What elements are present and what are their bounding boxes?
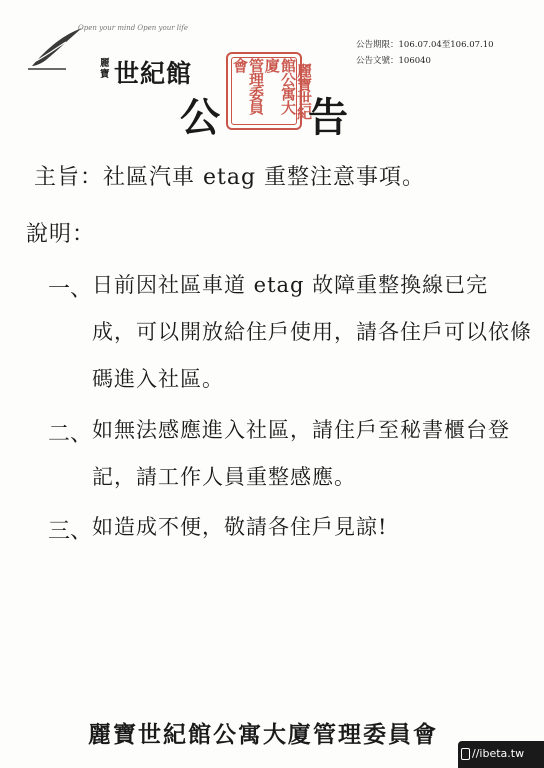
title-char-right: 告 — [308, 94, 348, 141]
item-text: 如無法感應進入社區，請住戶至秘書櫃台登記，請工作人員重整感應。 — [92, 418, 510, 489]
explanation-label: 說明： — [26, 222, 96, 247]
doc-number: 106040 — [398, 56, 431, 66]
title-char-left: 公 — [180, 94, 220, 141]
notice-period-label: 公告期限： — [356, 40, 399, 50]
seal-column-2: 館公寓大廈 — [263, 58, 297, 114]
committee-signature: 麗寶世紀館公寓大廈管理委員會 — [88, 721, 438, 748]
official-seal — [226, 52, 313, 130]
notice-subject: 主旨：社區汽車 etag 重整注意事項。 — [34, 165, 426, 190]
company-logo — [26, 22, 193, 88]
notice-period: 106.07.04至106.07.10 — [398, 40, 494, 50]
item-text: 日前因社區車道 etag 故障重整換線已完成，可以開放給住戶使用，請各住戶可以依條碼進入社區。 — [92, 273, 532, 391]
logo-slogan: Open your mind Open your life — [78, 24, 188, 32]
watermark-icon — [461, 748, 470, 760]
item-number: 三、 — [48, 519, 93, 544]
watermark-text: //ibeta.tw — [472, 747, 525, 760]
item-number: 一、 — [48, 277, 93, 302]
seal-column-3: 管理委員會 — [231, 58, 265, 114]
notice-period-line — [356, 37, 494, 53]
item-number: 二、 — [48, 422, 93, 447]
notice-meta — [356, 37, 494, 69]
item-text: 如造成不便，敬請各住戶見諒! — [92, 515, 388, 539]
doc-number-line — [356, 53, 494, 69]
doc-number-label: 公告文號： — [356, 56, 399, 66]
seal-column-1: 麗寶世紀 — [295, 63, 313, 119]
feather-pen-icon — [26, 22, 86, 72]
logo-small-text: 麗寶 — [100, 58, 110, 80]
site-watermark — [458, 741, 544, 768]
logo-name: 世紀館 — [114, 59, 193, 88]
